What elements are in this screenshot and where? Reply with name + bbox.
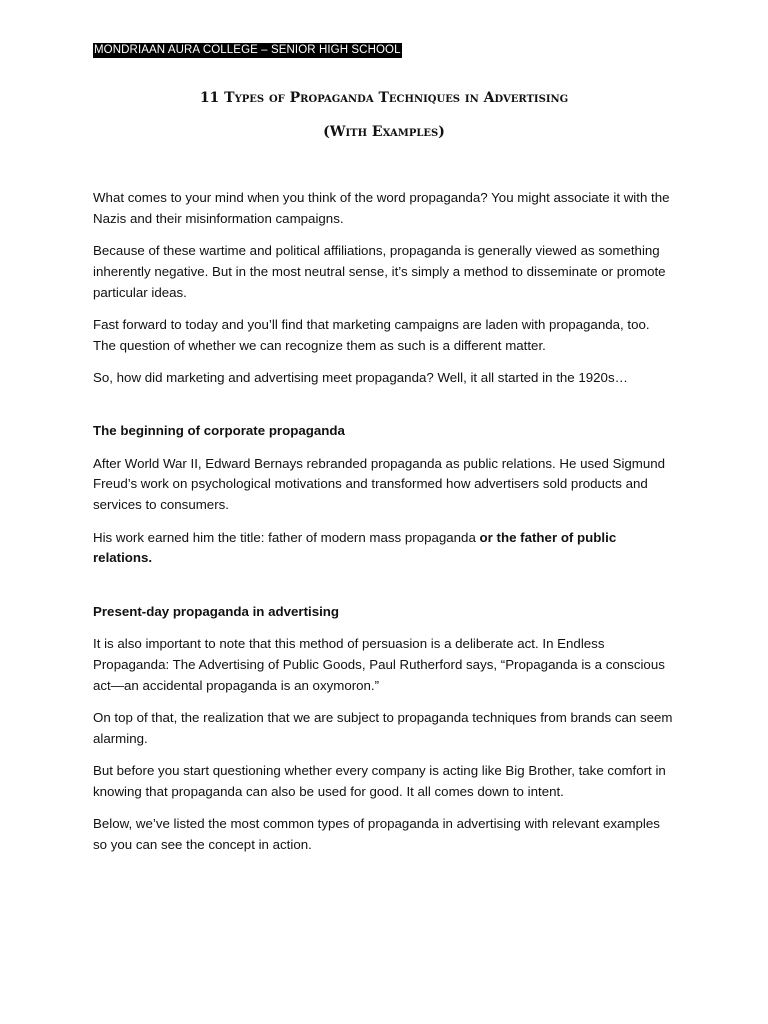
document-title: 11 Types of Propaganda Techniques in Advertising bbox=[199, 90, 569, 106]
section-spacer bbox=[93, 581, 673, 602]
section2-paragraph-3: But before you start questioning whether every company is acting like Big Brother, take comfort in knowing that propaganda can also be used for good. It all comes down to intent. bbox=[93, 762, 666, 799]
intro-paragraph-3: Fast forward to today and you’ll find that marketing campaigns are laden with propaganda, too. The question of whether we can recognize them as such is a different matter. bbox=[93, 316, 650, 353]
section1-paragraph-2-bold-text: or the father of public relations. bbox=[93, 529, 617, 566]
intro-paragraph-2: Because of these wartime and political affiliations, propaganda is generally viewed as something inherently negative. But in the most neutral sense, it’s simply a method to disseminate or promote particular ideas. bbox=[93, 243, 666, 300]
section2-paragraph-4: Below, we’ve listed the most common types of propaganda in advertising with relevant examples so you can see the concept in action. bbox=[93, 816, 660, 852]
document-body bbox=[93, 188, 673, 867]
section1-paragraph-2 bbox=[93, 528, 673, 570]
section2-paragraph-2: On top of that, the realization that we are subject to propaganda techniques from brands can seem alarming. bbox=[93, 709, 673, 746]
section-spacer bbox=[93, 400, 673, 421]
section1-paragraph-1: After World War II, Edward Bernays rebranded propaganda as public relations. He used Sigmund Freud’s work on psychological motivations and transformed how advertisers sold products and services to consumers. bbox=[93, 455, 666, 513]
document-subtitle: (With Examples) bbox=[323, 124, 445, 140]
section1-paragraph-2-text: His work earned him the title: father of modern mass propaganda bbox=[93, 529, 480, 545]
section-heading-corporate-propaganda: The beginning of corporate propaganda bbox=[93, 423, 345, 439]
section-heading-present-day-propaganda: Present-day propaganda in advertising bbox=[93, 603, 340, 619]
intro-paragraph-1: What comes to your mind when you think of the word propaganda? You might associate it with the Nazis and their misinformation campaigns. bbox=[93, 190, 670, 226]
school-header: MONDRIAAN AURA COLLEGE – SENIOR HIGH SCHOOL bbox=[94, 44, 401, 56]
section2-paragraph-1: It is also important to note that this method of persuasion is a deliberate act. In Endless Propaganda: The Advertising of Public Goods, Paul Rutherford says, “Propaganda is a conscious act—an accidental propaganda is an oxymoron.” bbox=[93, 635, 665, 693]
intro-paragraph-4: So, how did marketing and advertising meet propaganda? Well, it all started in the 1920s… bbox=[93, 370, 628, 386]
